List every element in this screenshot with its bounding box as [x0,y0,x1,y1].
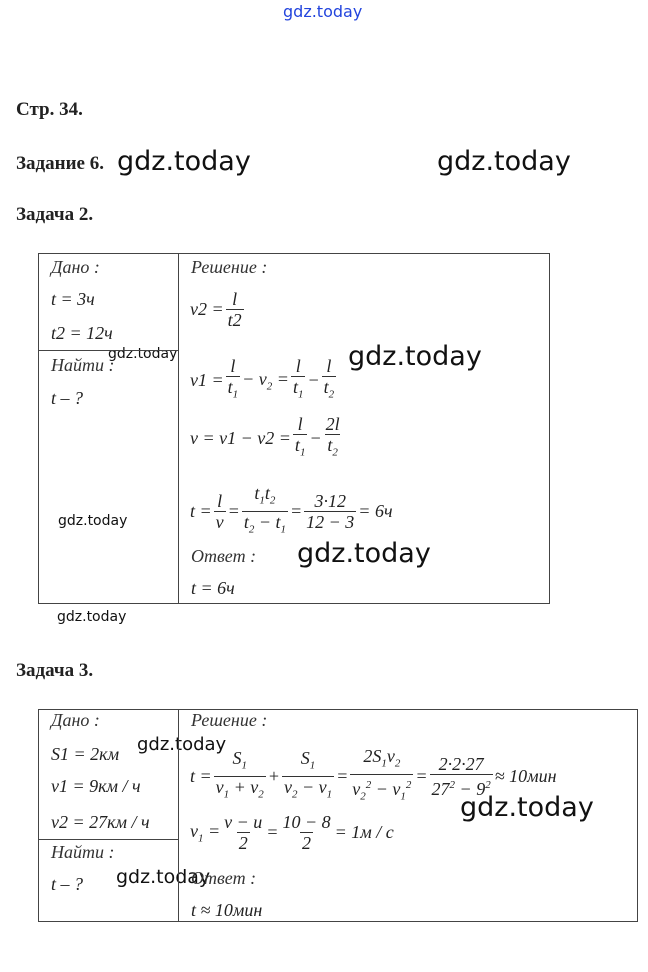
eq-num: 10 − 8 [282,812,331,832]
table-divider [178,253,179,603]
given-value: v1 = 9км / ч [51,776,141,796]
eq-lhs: v2 = [190,299,224,319]
watermark: gdz.today [108,346,178,362]
table-divider [38,350,178,351]
task-heading: Задание 6. [16,153,104,174]
equation-2: $v_1$ = $\frac{v - u}{2}$ = $\frac{10 - 8}{2}$ = 1м / с [190,812,394,853]
problem-3-heading: Задача 3. [16,660,94,681]
eq-lhs: v = v1 − v2 = [190,427,291,448]
watermark: gdz.today [57,609,127,625]
find-label: Найти : [51,842,115,862]
eq-lhs: v1 = [190,369,224,390]
eq-den: 12 − 3 [306,511,355,532]
solution-label: Решение : [191,257,268,277]
equation-2: v1 = $\frac{l}{t_1}$ − $v_2$ = $\frac{l}{t_1}$ − $\frac{l}{t_2}$ [190,356,338,405]
problem-2-heading: Задача 2. [16,204,94,225]
eq-num: 3·12 [314,490,346,511]
watermark: gdz.today [58,513,128,529]
table-divider [178,709,179,921]
watermark: gdz.today [283,2,363,21]
eq-result: = 6ч [358,500,393,521]
eq-den: 2 [302,833,312,853]
eq-num: l [232,289,238,309]
watermark: gdz.today [460,792,594,823]
watermark: gdz.today [116,866,211,888]
answer-value: t = 6ч [191,578,235,598]
eq-result: ≈ 10мин [494,765,557,786]
eq-num: 2·2·27 [438,753,484,774]
given-value: t2 = 12ч [51,323,113,343]
given-value: v2 = 27км / ч [51,812,150,832]
watermark: gdz.today [348,341,482,372]
watermark: gdz.today [137,734,227,755]
answer-label: Ответ : [191,868,257,888]
eq-den: 2 [238,833,248,853]
eq-result: = 1м / с [334,822,394,842]
watermark: gdz.today [117,146,251,177]
given-label: Дано : [51,257,100,277]
equation-1: t = $\frac{S_1}{v_1 + v_2}$ + $\frac{S_1}{v_2 - v_1}$ = $\frac{2S_1v_2}{v_2^2 - v_1^2}$ = $\frac{2\cdot 2\cdot 27}{27^2 - 9^2}$ ≈ 10мин [190,746,557,806]
find-label: Найти : [51,355,115,375]
table-divider [38,839,178,840]
watermark: gdz.today [297,538,431,569]
given-value: S1 = 2км [51,744,120,764]
watermark: gdz.today [437,146,571,177]
solution-label: Решение : [191,710,268,730]
given-value: t = 3ч [51,289,95,309]
eq-den: t2 [227,310,242,330]
equation-3: v = v1 − v2 = $\frac{l}{t_1}$ − $\frac{2l}{t_2}$ [190,414,344,463]
answer-label: Ответ : [191,546,257,566]
find-value: t – ? [51,388,84,408]
page-number-heading: Стр. 34. [16,99,83,120]
equation-1 [190,289,246,330]
find-value: t – ? [51,874,84,894]
eq-num: v − u [224,812,263,832]
answer-value: t ≈ 10мин [191,900,263,920]
eq-lhs: t = [190,500,212,521]
equation-4: t = $\frac{l}{v}$ = $\frac{t_1t_2}{t_2 - t_1}$ = $\frac{3\cdot 12}{12 - 3}$ = 6ч [190,483,393,539]
given-label: Дано : [51,710,100,730]
